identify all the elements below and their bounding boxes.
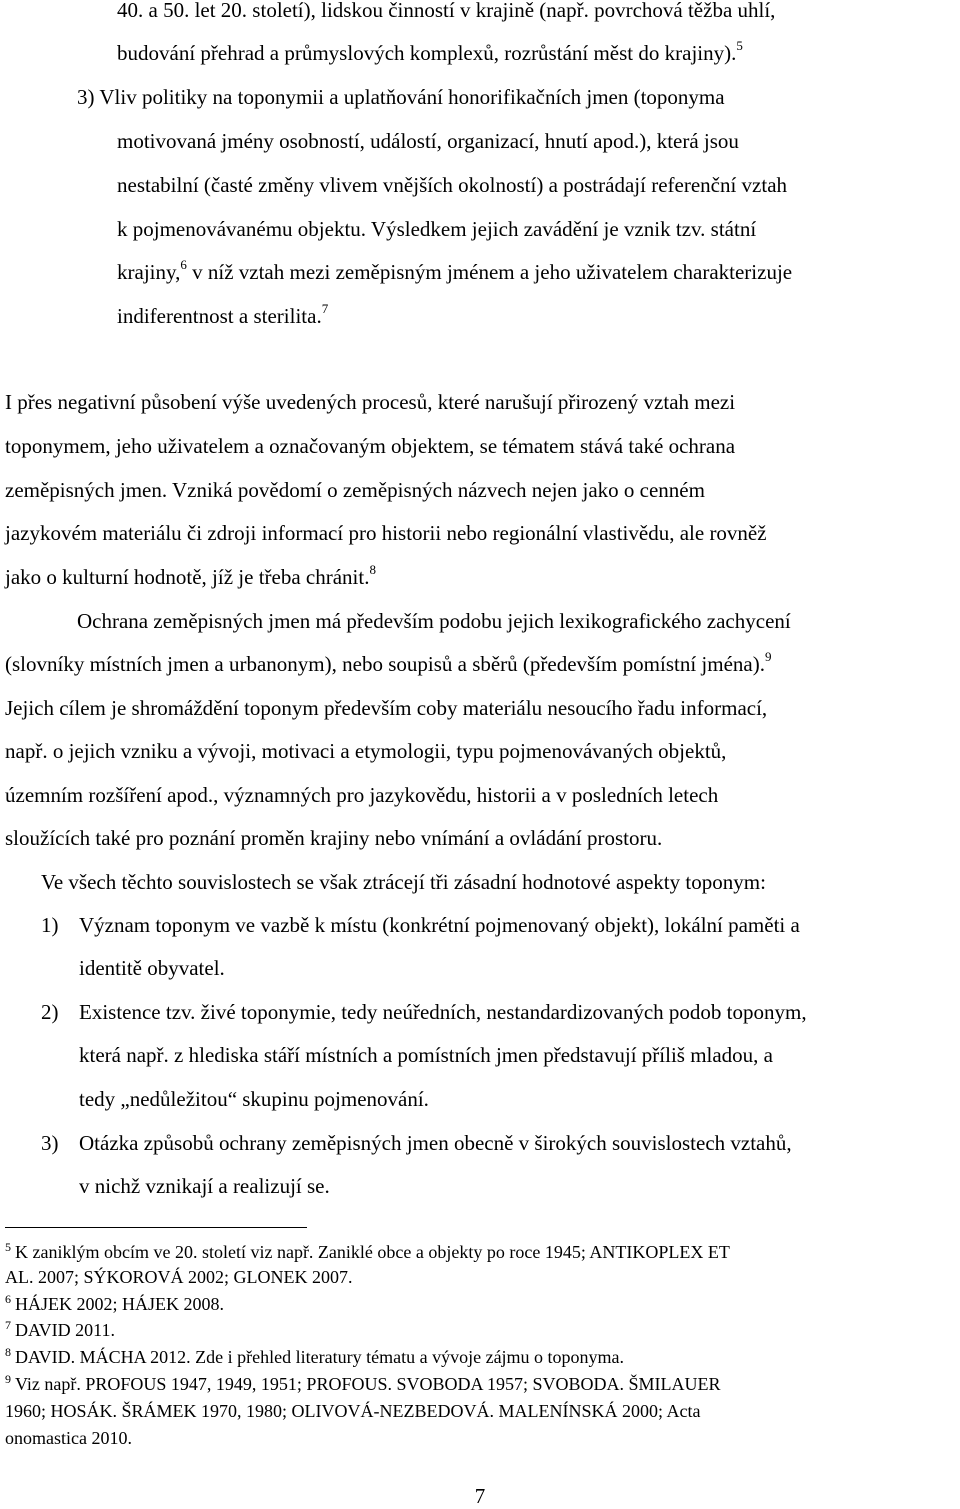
footnote-number: 7 [5, 1318, 11, 1332]
text-line: nestabilní (časté změny vlivem vnějších okolností) a postrádají referenční vztah [117, 173, 788, 197]
footnote-continuation: onomastica 2010. [5, 1428, 132, 1448]
text-line: identitě obyvatel. [79, 956, 225, 980]
text-line: např. o jejich vzniku a vývoji, motivaci a etymologii, typu pojmenovávaných objektů, [5, 739, 727, 763]
text-line: Otázka způsobů ochrany zeměpisných jmen obecně v širokých souvislostech vztahů, [79, 1131, 792, 1155]
text-line: územním rozšíření apod., významných pro jazykovědu, historii a v posledních letech [5, 783, 719, 807]
text-line: Ochrana zeměpisných jmen má především podobu jejich lexikografického zachycení [77, 609, 791, 633]
footnote: $^5$ K zaniklým obcím ve 20. století viz např. Zaniklé obce a objekty po roce 1945; ANTIKOPLEX ET [5, 1240, 730, 1262]
text-line: motivovaná jmény osobností, událostí, organizací, hnutí apod.), která jsou [117, 129, 739, 153]
footnote-reference: 8 [369, 562, 376, 577]
page-number: 7 [474, 1484, 486, 1508]
text-line: budování přehrad a průmyslových komplexů, rozrůstání měst do krajiny).$^5$ [117, 38, 743, 65]
footnote-reference: 7 [321, 301, 329, 316]
text-line: krajiny,$^6$ v níž vztah mezi zeměpisným jménem a jeho uživatelem charakterizuje [117, 257, 793, 284]
text-line: toponymem, jeho uživatelem a označovaným objektem, se tématem stává také ochrana [5, 434, 736, 458]
text-line: Význam toponym ve vazbě k místu (konkrétní pojmenovaný objekt), lokální paměti a [79, 913, 800, 937]
footnote-reference: 9 [764, 649, 772, 664]
text-line: sloužících také pro poznání proměn krajiny nebo vnímání a ovládání prostoru. [5, 826, 663, 850]
text-line: tedy „nedůležitou“ skupinu pojmenování. [79, 1087, 429, 1111]
text-line: (slovníky místních jmen a urbanonym), nebo soupisů a sběrů (především pomístní jména).$^9$ [5, 649, 772, 676]
text-line: I přes negativní působení výše uvedených procesů, které narušují přirozený vztah mezi [5, 390, 736, 414]
text-line: 3) Vliv politiky na toponymii a uplatňování honorifikačních jmen (toponyma [77, 85, 725, 109]
footnote-number: 9 [5, 1372, 11, 1386]
list-number: 2) [41, 1000, 59, 1024]
text-line: zeměpisných jmen. Vzniká povědomí o zeměpisných názvech nejen jako o cenném [5, 478, 705, 502]
footnote: $^6$ HÁJEK 2002; HÁJEK 2008. [5, 1292, 224, 1314]
text-line: 40. a 50. let 20. století), lidskou činností v krajině (např. povrchová těžba uhlí, [117, 0, 776, 22]
document-page [5, 0, 955, 1509]
footnote-reference: 5 [736, 38, 743, 53]
footnote: $^9$ Viz např. PROFOUS 1947, 1949, 1951; PROFOUS. SVOBODA 1957; SVOBODA. ŠMILAUER [5, 1372, 721, 1394]
text-line: Jejich cílem je shromáždění toponym především coby materiálu nesoucího řadu informací, [5, 696, 768, 720]
footnote-continuation: 1960; HOSÁK. ŠRÁMEK 1970, 1980; OLIVOVÁ-NEZBEDOVÁ. MALENÍNSKÁ 2000; Acta [5, 1401, 701, 1421]
footnote-number: 8 [5, 1345, 11, 1359]
footnote-number: 5 [5, 1240, 11, 1254]
list-number: 3) [41, 1131, 59, 1155]
text-line: která např. z hlediska stáří místních a pomístních jmen představují příliš mladou, a [79, 1043, 774, 1067]
text-line: jako o kulturní hodnotě, jíž je třeba chránit.$^8$ [5, 562, 376, 589]
text-line: Ve všech těchto souvislostech se však ztrácejí tři zásadní hodnotové aspekty toponym: [41, 870, 766, 894]
footnote-reference: 6 [180, 257, 187, 272]
footnote-separator [5, 1227, 307, 1228]
text-line: indiferentnost a sterilita.$^7$ [117, 301, 329, 328]
footnote: $^7$ DAVID 2011. [5, 1318, 116, 1340]
text-line: Existence tzv. živé toponymie, tedy neúředních, nestandardizovaných podob toponym, [79, 1000, 807, 1024]
footnote-continuation: AL. 2007; SÝKOROVÁ 2002; GLONEK 2007. [5, 1267, 353, 1287]
text-line: v nichž vznikají a realizují se. [79, 1174, 330, 1198]
text-line: k pojmenovávanému objektu. Výsledkem jejich zavádění je vznik tzv. státní [117, 217, 757, 241]
list-number: 1) [41, 913, 59, 937]
footnote-number: 6 [5, 1292, 11, 1306]
footnote: $^8$ DAVID. MÁCHA 2012. Zde i přehled literatury tématu a vývoje zájmu o toponyma. [5, 1345, 625, 1367]
text-line: jazykovém materiálu či zdroji informací pro historii nebo regionální vlastivědu, ale rovněž [5, 521, 767, 545]
